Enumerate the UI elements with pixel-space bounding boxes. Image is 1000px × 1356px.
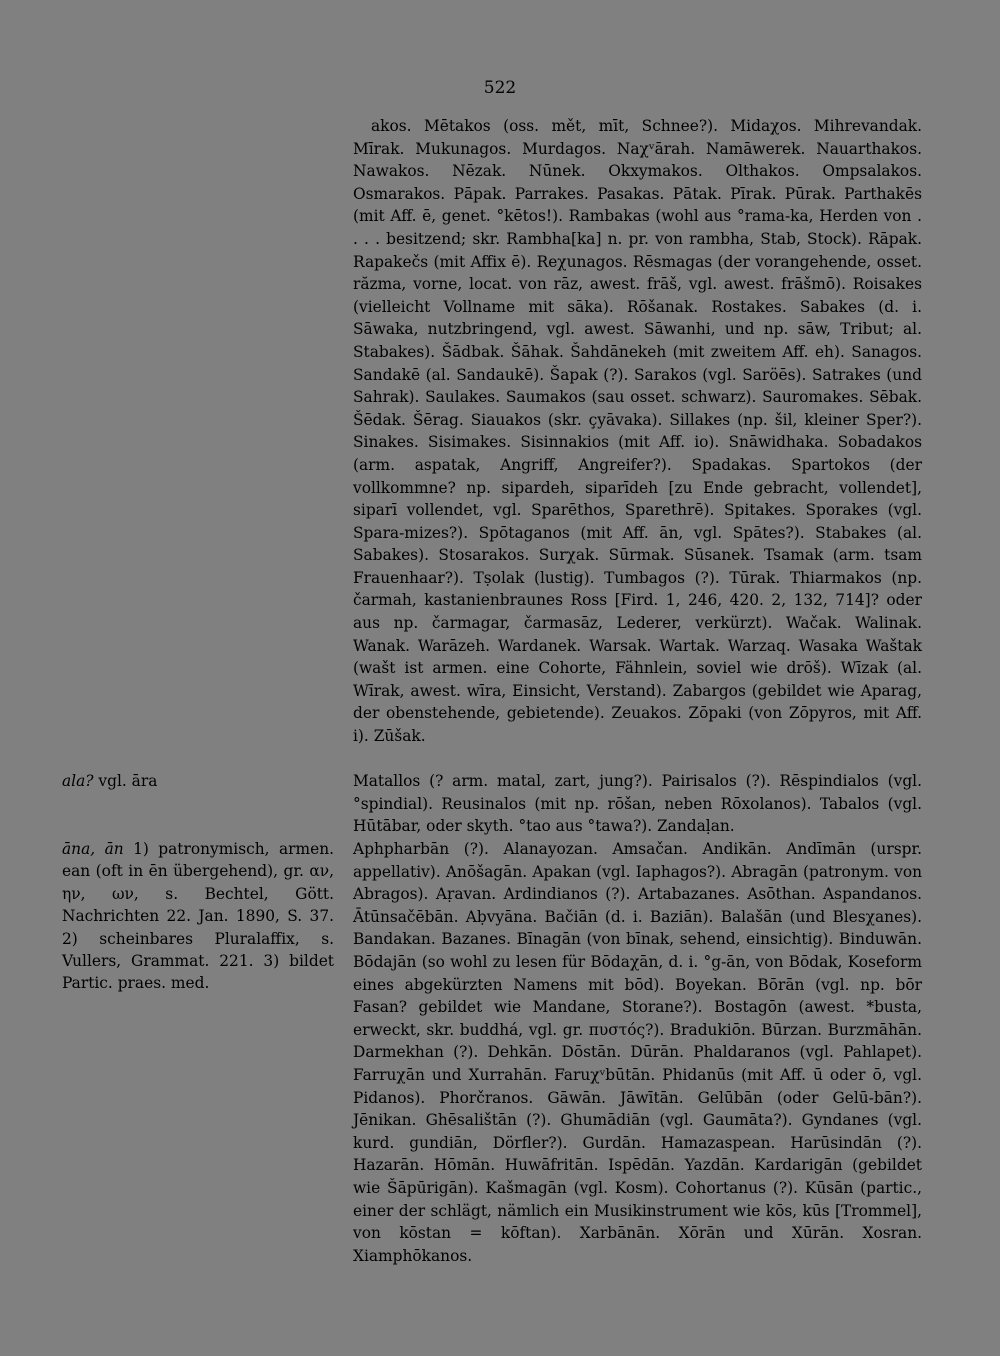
main-block-ana [353,838,922,1267]
left-entry-ala [62,770,334,792]
left-entry-ana [62,838,334,995]
main-block-akos [353,115,922,748]
paragraph-ana: Aphpharbān (?). Alanayozan. Amsačan. Andikān. Andīmān (urspr. appellativ). Anōšagān. Apakan (vgl. Iaphagos?). Abragān (patronym. von Abragos). Aṛavan. Ardindianos (?). Artabazanes. Asōthan. Aspandanos. Ātūnsačēbān. Aḅvyāna. Bačiān (d. i. Baziān). Balašān (und Blesχanes). Bandakan. Bazanes. Bīnagān (von bīnak, sehend, einsichtig). Binduwān. Bōdajān (so wohl zu lesen für Bōdaχān, d. i. °g-ān, von Bōdak, Koseform eines abgekürzten Namens mit bōd). Boyekan. Bōrān (vgl. np. bōr Fasan? gebildet wie Mandane, Storane?). Bostagōn (awest. *busta, erweckt, skr. buddhá, vgl. gr. πυστός?). Bradukiōn. Būrzan. Burzmāhān. Darmekhan (?). Dehkān. Dōstān. Dūrān. Phaldaranos (vgl. Pahlapet). Farruχān und Xurrahān. Faruχᵛbūtān. Phidanūs (mit Aff. ū oder ō, vgl. Pidanos). Phorčranos. Gāwān. Jāwītān. Gelūbān (oder Gelū-bān?). Jēnikan. Ghēsalištān (?). Ghumādiān (vgl. Gaumāta?). Gyndanes (vgl. kurd. gundiān, Dörfler?). Gurdān. Hamazaspean. Harūsindān (?). Hazarān. Hōmān. Huwāfritān. Ispēdān. Yazdān. Kardarigān (gebildet wie Šāpūrigān). Kašmagān (vgl. Kosm). Cohortanus (?). Kūsān (partic., einer der schlägt, nämlich ein Musikinstrument wie kōs, kūs [Trommel], von kōstan = kōftan). Xarbānān. Xōrān und Xūrān. Xosran. Xiamphōkanos. [353,840,922,1265]
entry-text: 1) patronymisch, armen. ean (oft in ēn übergehend), gr. αν, ην, ων, s. Bechtel, Gött. Nachrichten 22. Jan. 1890, S. 37. 2) scheinbares Pluralaffix, s. Vullers, Grammat. 221. 3) bildet Partic. praes. med. [62,840,334,993]
entry-headword: āna, ān [62,840,124,858]
entry-headword: ala? [62,772,94,790]
paragraph-alos: Matallos (? arm. matal, zart, jung?). Pairisalos (?). Rēspindialos (vgl. °spindial). Reusinalos (mit np. rōšan, neben Rōxolanos). Tabalos (vgl. Hūtābar, oder skyth. °tao aus °tawa?). Zandaḷan. [353,772,922,836]
paragraph-akos: akos. Mētakos (oss. mět, mīt, Schnee?). Midaχos. Mihrevandak. Mīrak. Mukunagos. Murdagos. Naχᵛārah. Namāwerek. Nauarthakos. Nawakos. Nēzak. Nūnek. Okxymakos. Olthakos. Ompsalakos. Osmarakos. Pāpak. Parrakes. Pasakas. Pātak. Pīrak. Pūrak. Parthakēs (mit Aff. ē, genet. °kētos!). Rambakas (wohl aus °rama-ka, Herden von . . . . besitzend; skr. Rambha[ka] n. pr. von rambha, Stab, Stock). Rāpak. Rapakečs (mit Affix ē). Reχunagos. Rēsmagas (der vorangehende, osset. răzma, vorne, locat. von rāz, awest. frāš, vgl. awest. frāšmō). Roisakes (vielleicht Vollname mit sāka). Rōšanak. Rostakes. Sabakes (d. i. Sāwaka, nutzbringend, vgl. awest. Sāwanhi, und np. sāw, Tribut; al. Stabakes). Šādbak. Šāhak. Šahdānekeh (mit zweitem Aff. eh). Sanagos. Sandakē (al. Sandaukē). Šapak (?). Sarakos (vgl. Saröēs). Satrakes (und Sahrak). Saulakes. Saumakos (sau osset. schwarz). Sauromakes. Sēbak. Šēdak. Šērag. Siauakos (skr. çyāvaka). Sillakes (np. šil, kleiner Sper?). Sinakes. Sisimakes. Sisinnakios (mit Aff. io). Snāwidhaka. Sobadakos (arm. aspatak, Angriff, Angreifer?). Spadakas. Spartokos (der vollkommne? np. sipardeh, siparīdeh [zu Ende gebracht, vollendet], siparī vollendet, vgl. Sparēthos, Sparethrē). Spitakes. Sporakes (vgl. Spara-mizes?). Spōtaganos (mit Aff. ān, vgl. Spātes?). Stabakes (al. Sabakes). Stosarakos. Surχak. Sūrmak. Sūsanek. Tsamak (arm. tsam Frauenhaar?). Tṣolak (lustig). Tumbagos (?). Tūrak. Thiarmakos (np. čarmah, kastanienbraunes Ross [Fird. 1, 246, 420. 2, 132, 714]? oder aus np. čarmagar, čarmasāz, Lederer, verkürzt). Wačak. Walinak. Wanak. Warāzeh. Wardanek. Warsak. Wartak. Warzaq. Wasaka Waštak (wašt ist armen. eine Cohorte, Fähnlein, soviel wie drōš). Wīzak (al. Wīrak, awest. wīra, Einsicht, Verstand). Zabargos (gebildet wie Aparag, der obenstehende, gebietende). Zeuakos. Zōpaki (von Zōpyros, mit Aff. i). Zūšak. [353,117,922,746]
main-block-alos [353,770,922,838]
page-number: 522 [483,78,517,98]
entry-text: vgl. āra [93,772,158,790]
